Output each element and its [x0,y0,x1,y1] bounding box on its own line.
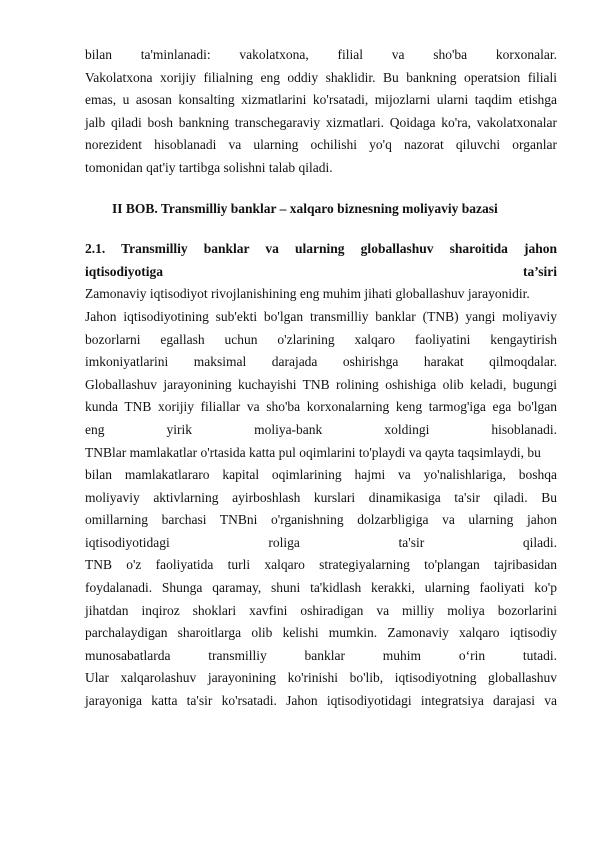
body-line: Ular xalqarolashuv jarayonining ko'rinishi bo'lib, iqtisodiyotning globallashuv [85,670,557,686]
paragraph-line: jalb qiladi bosh bankning transchegaraviy xizmatlari. Qoidaga ko'ra, vakolatxonalar [85,114,557,130]
body-line: foydalanadi. Shunga qaramay, shuni ta'kidlash kerakki, ularning faoliyati ko'p [85,580,557,596]
body-line: Jahon iqtisodiyotining sub'ekti bo'lgan transmilliy banklar (TNB) yangi moliyaviy [85,308,557,324]
body-line: kunda TNB xorijiy filiallar va sho'ba korxonalarning keng tarmog'iga ega bo'lgan [85,399,557,415]
section-title-line: 2.1. Transmilliy banklar va ularning globallashuv sharoitida jahon [85,241,557,257]
body-line: bozorlarni egallash uchun o'zlarining xalqaro faoliyatini kengaytirish [85,331,557,347]
body-line: TNBlar mamlakatlar o'rtasida katta pul oqimlarini to'playdi va qayta taqsimlaydi, bu [85,444,541,460]
body-line: omillarning barchasi TNBni o'rganishning dolzarbligiga va ularning jahon [85,512,557,528]
body-line: TNB o'z faoliyatida turli xalqaro strategiyalarning to'plangan tajribasidan [85,557,557,573]
body-line: iqtisodiyotidagi roliga ta'sir qiladi. [85,534,557,550]
section-heading [85,238,557,283]
body-line: moliyaviy aktivlarning ayirboshlash kurslari dinamikasiga ta'sir qiladi. Bu [85,489,557,505]
body-line: jihatdan inqiroz shoklari xavfini oshiradigan va milliy moliya bozorlarini [85,602,557,618]
body-line: parchalaydigan sharoitlarga olib kelishi mumkin. Zamonaviy xalqaro iqtisodiy [85,625,557,641]
section-title-line [85,261,557,284]
paragraph-line: emas, u asosan konsalting xizmatlarini ko'rsatadi, mijozlarni ularni taqdim etishga [85,92,557,108]
body-line: Zamonaviy iqtisodiyot rivojlanishining eng muhim jihati globallashuv jarayonidir. [85,286,530,302]
paragraph-line: bilan ta'minlanadi: vakolatxona, filial va sho'ba korxonalar. [85,47,557,62]
intro-paragraph [85,44,557,180]
chapter-title: II BOB. Transmilliy banklar – xalqaro biznesning moliyaviy bazasi [112,200,498,216]
body-line: jarayoniga katta ta'sir ko'rsatadi. Jahon iqtisodiyotidagi integratsiya darajasi va [85,693,557,709]
paragraph-line: Vakolatxona xorijiy filialning eng oddiy shaklidir. Bu bankning operatsion filiali [85,69,557,85]
body-line: eng yirik moliya-bank xoldingi hisoblanadi. [85,421,557,437]
body-line: bilan mamlakatlararo kapital oqimlarining hajmi va yo'nalishlariga, boshqa [85,467,557,483]
paragraph-line: norezident hisoblanadi va ularning ochilishi yo'q nazorat qiluvchi organlar [85,137,557,153]
paragraph-line: tomonidan qat'iy tartibga solishni talab qiladi. [85,159,333,175]
document-page [85,44,557,713]
section-title-right: ta’siri [523,263,557,279]
body-line: Globallashuv jarayonining kuchayishi TNB rolining oshishiga olib keladi, bugungi [85,376,557,392]
body-line: imkoniyatlarini maksimal darajada oshirishga harakat qilmoqdalar. [85,354,557,370]
body-line: munosabatlarda transmilliy banklar muhim o‘rin tutadi. [85,647,557,663]
section-title-left: iqtisodiyotiga [85,263,164,279]
body-text [85,283,557,712]
